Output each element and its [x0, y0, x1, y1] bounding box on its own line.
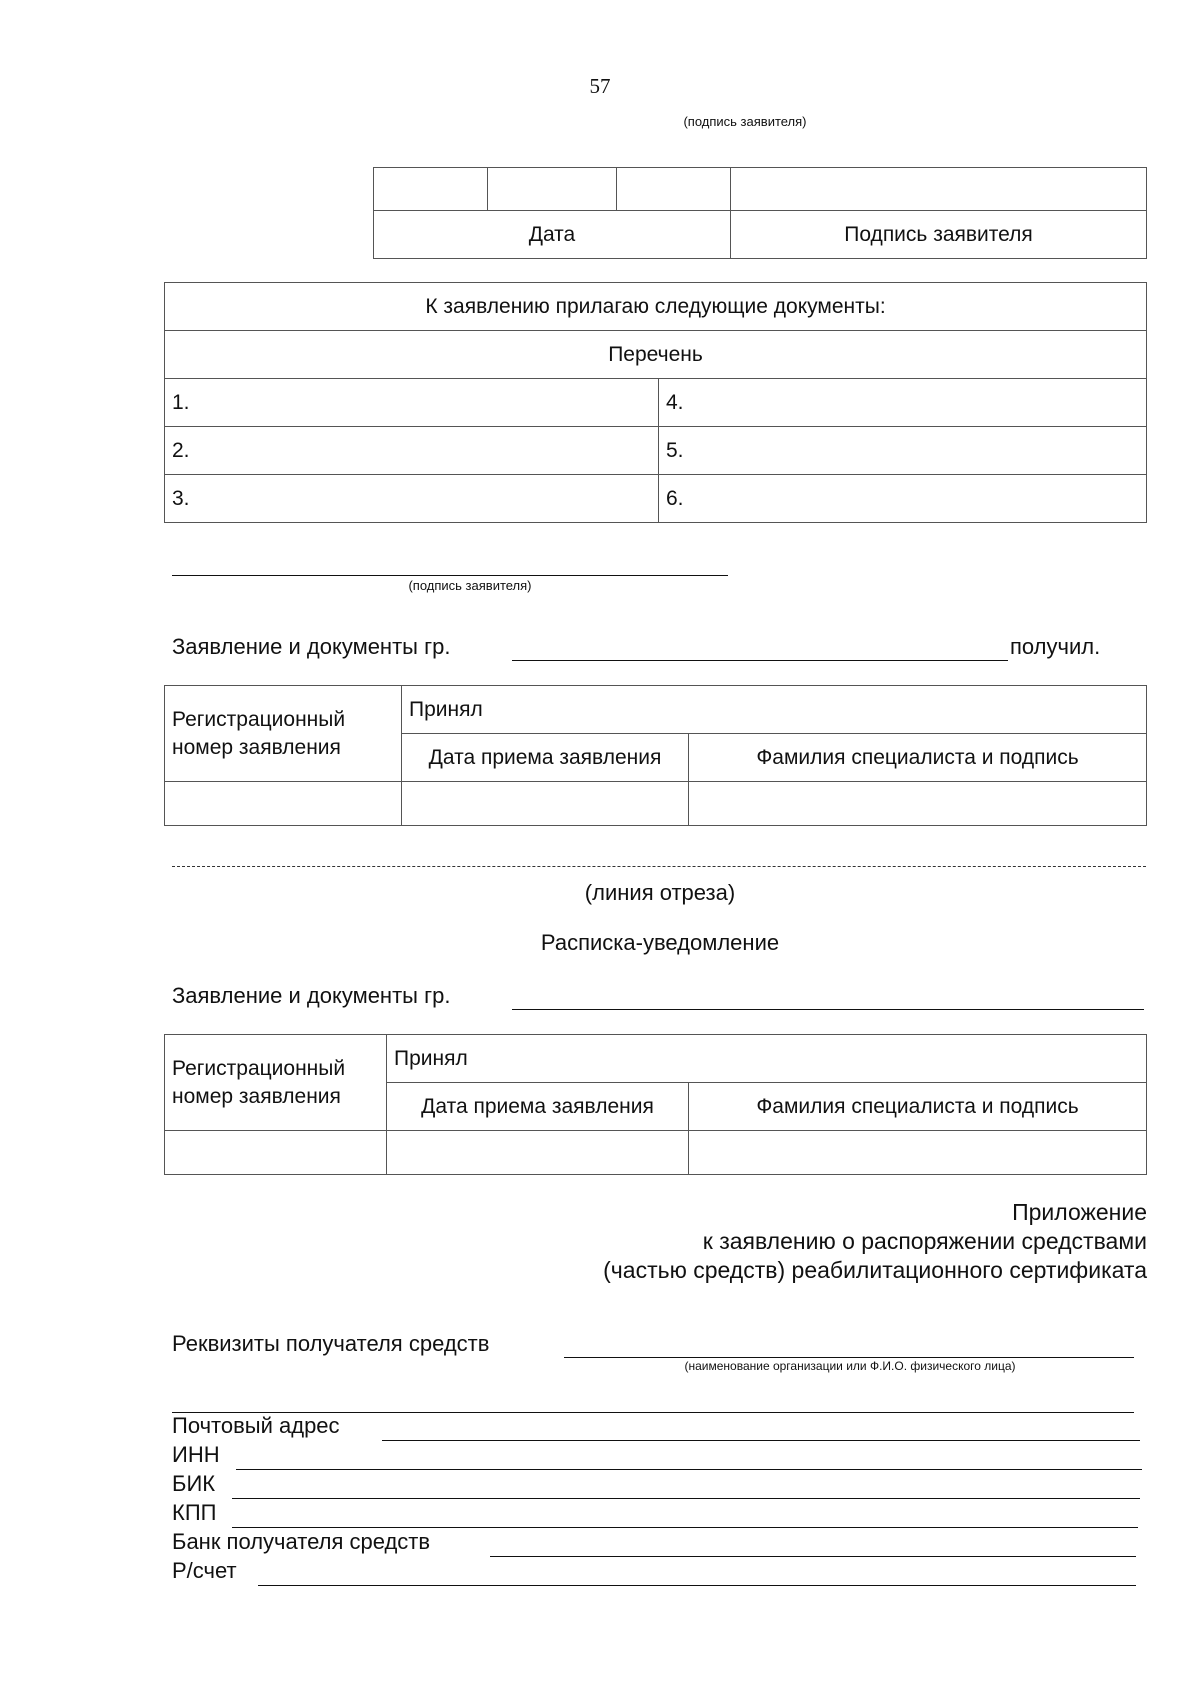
specialist-name-cell[interactable] — [689, 782, 1147, 826]
account-label: Р/счет — [172, 1558, 237, 1583]
accepted-label: Принял — [387, 1035, 1147, 1083]
inn-label: ИНН — [172, 1442, 220, 1467]
acceptance-date-cell[interactable] — [402, 782, 689, 826]
account-field[interactable] — [258, 1585, 1136, 1586]
registration-number-label: Регистрационный номер заявления — [165, 1035, 387, 1131]
recipient-name-caption: (наименование организации или Ф.И.О. физического лица) — [684, 1359, 1016, 1373]
registration-table-1 — [164, 685, 1147, 826]
signature-label: Подпись заявителя — [731, 211, 1147, 259]
acceptance-date-cell[interactable] — [387, 1131, 689, 1175]
specialist-name-cell[interactable] — [689, 1131, 1147, 1175]
cut-line-label: (линия отреза) — [584, 880, 736, 905]
document-item[interactable]: 1. — [165, 379, 659, 427]
received-name-field[interactable] — [512, 660, 1008, 661]
applicant-signature-caption: (подпись заявителя) — [408, 578, 532, 593]
receipt-prefix: Заявление и документы гр. — [172, 983, 451, 1008]
bik-field[interactable] — [232, 1498, 1140, 1499]
specialist-name-label: Фамилия специалиста и подпись — [689, 1083, 1147, 1131]
accepted-label: Принял — [402, 686, 1147, 734]
received-suffix: получил. — [1010, 634, 1101, 659]
document-item[interactable]: 5. — [659, 427, 1147, 475]
registration-table-2 — [164, 1034, 1147, 1175]
documents-table — [164, 282, 1147, 523]
acceptance-date-label: Дата приема заявления — [387, 1083, 689, 1131]
document-item[interactable]: 2. — [165, 427, 659, 475]
appendix-line-2: к заявлению о распоряжении средствами — [702, 1228, 1147, 1254]
date-signature-table — [373, 167, 1147, 259]
inn-field[interactable] — [236, 1469, 1142, 1470]
appendix-line-1: Приложение — [1012, 1199, 1147, 1225]
postal-address-field[interactable] — [382, 1440, 1140, 1441]
postal-address-label: Почтовый адрес — [172, 1413, 340, 1438]
date-cell-1[interactable] — [374, 168, 488, 211]
acceptance-date-label: Дата приема заявления — [402, 734, 689, 782]
receipt-name-field[interactable] — [512, 1009, 1144, 1010]
registration-number-label: Регистрационный номер заявления — [165, 686, 402, 782]
signature-cell[interactable] — [731, 168, 1147, 211]
page-number: 57 — [589, 74, 611, 98]
documents-subheader: Перечень — [165, 331, 1147, 379]
document-item[interactable]: 4. — [659, 379, 1147, 427]
date-cell-2[interactable] — [488, 168, 617, 211]
recipient-bank-field[interactable] — [490, 1556, 1136, 1557]
specialist-name-label: Фамилия специалиста и подпись — [689, 734, 1147, 782]
kpp-label: КПП — [172, 1500, 217, 1525]
requisites-label: Реквизиты получателя средств — [172, 1331, 490, 1356]
applicant-signature-line[interactable] — [172, 575, 728, 576]
registration-number-cell[interactable] — [165, 782, 402, 826]
top-signature-caption: (подпись заявителя) — [683, 114, 807, 129]
date-label: Дата — [374, 211, 731, 259]
document-item[interactable]: 3. — [165, 475, 659, 523]
bik-label: БИК — [172, 1471, 216, 1496]
receipt-title: Расписка-уведомление — [540, 930, 780, 955]
appendix-line-3: (частью средств) реабилитационного сертификата — [603, 1257, 1147, 1283]
received-prefix: Заявление и документы гр. — [172, 634, 451, 659]
date-cell-3[interactable] — [617, 168, 731, 211]
appendix-header — [400, 1198, 1147, 1285]
registration-number-cell[interactable] — [165, 1131, 387, 1175]
recipient-bank-label: Банк получателя средств — [172, 1529, 431, 1554]
recipient-name-field[interactable] — [564, 1357, 1134, 1358]
documents-header: К заявлению прилагаю следующие документы: — [165, 283, 1147, 331]
document-item[interactable]: 6. — [659, 475, 1147, 523]
cut-line — [172, 866, 1146, 867]
kpp-field[interactable] — [232, 1527, 1138, 1528]
